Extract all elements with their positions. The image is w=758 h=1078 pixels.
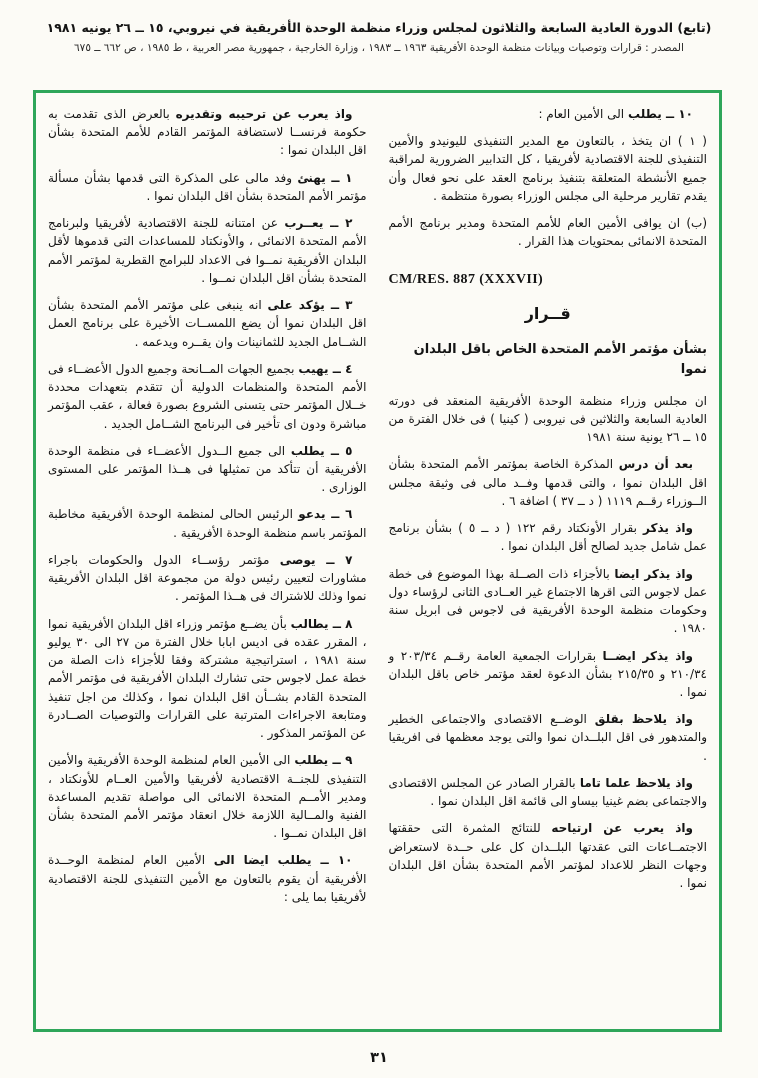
paragraph xyxy=(389,392,708,447)
paragraph-text: الى الأمين العام : xyxy=(538,107,625,121)
paragraph-lead: ١٠ ــ يطلب xyxy=(627,107,693,121)
paragraph-text: بالعرض الذى تقدمت به حكومة فرنســا لاستضافة المؤتمر القادم للأمم المتحدة بشأن اقل البلدان نموا : xyxy=(48,107,367,158)
paragraph xyxy=(389,647,708,702)
paragraph-lead: ٢ ــ يعــرب xyxy=(284,216,353,231)
paragraph xyxy=(48,169,367,205)
paragraph-text: مؤتمر رؤســاء الدول والحكومات باجراء مشاورات لتعيين رئيس دولة من مجموعة اقل البلدان الأفريقية نموا وذلك للاشتراك فى هــذا المؤتمر . xyxy=(48,552,367,604)
paragraph xyxy=(48,851,367,906)
paragraph-lead: ١٠ ــ يطلب ايضا الى xyxy=(213,853,353,868)
paragraph-text: الأمين العام لمنظمة الوحــدة الأفريقية أن يقوم بالتعاون مع الأمين التنفيذى للجنة الاقتصادية لأفريقيا بما يلى : xyxy=(48,853,367,904)
paragraph-lead: ١ ــ يهنئ xyxy=(297,170,353,185)
paragraph-lead: واذ يذكر ايضــا xyxy=(602,648,693,663)
paragraph-text: الرئيس الحالى لمنظمة الوحدة الأفريقية مخاطبة المؤتمر باسم منظمة الوحدة الأفريقية . xyxy=(48,507,367,540)
paragraph xyxy=(389,214,708,250)
paragraph-text: ان مجلس وزراء منظمة الوحدة الأفريقية المنعقد فى دورته العادية السابعة والثلاثين فى نيروبى ( كينيا ) فى خلال الفترة من ١٥ ــ ٢٦ يونية سنة ١٩٨١ xyxy=(388,393,707,445)
paragraph xyxy=(389,774,708,810)
paragraph-text: المذكرة الخاصة بمؤتمر الأمم المتحدة بشأن اقل البلدان نموا ، والتى قدمها وفــد مالى فى وثيقة مجلس الــوزراء رقــم ١١١٩ ( د ــ ٣٧ ) اضافة ٦ . xyxy=(388,457,707,508)
paragraph-lead: واذ يعرب عن ترحيبه وتقديره xyxy=(175,107,353,121)
paragraph-text: الوضــع الاقتصادى والاجتماعى الخطير والمتدهور فى اقل البلــدان نموا والتى يوجد معظمها فى افريقيا . xyxy=(388,712,707,763)
paragraph-text: بقرار الأونكتاد رقم ١٢٢ ( د ــ ٥ ) بشأن برنامج عمل شامل جديد لصالح أقل البلدان نموا . xyxy=(388,521,707,554)
green-border-content-box xyxy=(33,90,722,1032)
left-column xyxy=(48,105,367,1021)
resolution-title: قــرار xyxy=(524,303,571,323)
paragraph-text: ( ١ ) ان يتخذ ، بالتعاون مع المدير التنفيذى لليونيدو والأمين التنفيذى للجنة الاقتصادية لأفريقيا ، كل التدابير الضرورية لمراقبة جميع الأنشطة المتعلقة بتنفيذ برنامج العقد على نحو فعال وأن يقدم تقارير مرحلية الى مجلس الوزراء بصورة منتظمة . xyxy=(388,134,707,203)
paragraph-text: عن امتنانه للجنة الاقتصادية لأفريقيا ولبرنامج الأمم المتحدة الانمائى ، والأونكتاد للمساعدات التى قدموها لأقل البلدان الأفريقية نمــوا فى الاعداد للبرامج القطرية لمؤتمر الأمم المتحدة بشأن اقل البلدان نمــوا . xyxy=(48,216,367,285)
paragraph xyxy=(48,615,367,743)
paragraph-lead: واذ يلاحظ بقلق xyxy=(594,712,693,727)
paragraph-lead: واذ يذكر ايضا xyxy=(614,566,693,581)
paragraph xyxy=(389,710,708,765)
resolution-code: CM/RES. 887 (XXXVII) xyxy=(388,271,544,287)
paragraph xyxy=(48,105,367,160)
page-number: ٣١ xyxy=(370,1050,388,1066)
paragraph xyxy=(389,105,708,123)
paragraph xyxy=(389,519,708,555)
paragraph-text: للنتائج المثمرة التى حققتها الاجتمــاعات التى عقدتها البلــدان كل على حــدة لاستعراض وجهات النظر للاعداد لمؤتمر الأمم المتحدة بشأن اقل البلدان نموا . xyxy=(388,821,707,891)
paragraph-text: بقرارات الجمعية العامة رقــم ٢٠٣/٣٤ و ٢١٠/٣٤ و ٢١٥/٣٥ بشأن الدعوة لعقد مؤتمر خاص باقل البلدان نموا . xyxy=(388,648,707,699)
page-header xyxy=(0,0,758,54)
paragraph-text: الى الأمين العام لمنظمة الوحدة الأفريقية والأمين التنفيذى للجنــة الاقتصادية لأفريقيا والأمين العــام للأونكتاد ، ومدير الأمــم المتحدة الانمائى الى مواصلة تقديم المساعدة الفنية والمــالية اللازمة خلال انعقاد مؤتمر الأمم المتحدة بشأن اقل البلدان نمــوا . xyxy=(48,753,367,841)
paragraph-text: (ب) ان يوافى الأمين العام للأمم المتحدة ومدير برنامج الأمم المتحدة الانمائى بمحتويات هذا القرار . xyxy=(388,216,707,249)
paragraph xyxy=(48,296,367,351)
previous-resolution-continuation xyxy=(389,105,708,251)
paragraph-text: بجميع الجهات المــانحة وجميع الدول الأعضــاء فى الأمم المتحدة والمنظمات الدولية أن تتقدم بتعهدات محددة خــلال المؤتمر حتى يتسنى الشروع بصورة فعالة ، عقب المؤتمر مباشرة ودون اى تأخير فى البرنامج الشــامل الجديد . xyxy=(48,361,367,431)
resolution-operative-paragraphs xyxy=(48,105,367,906)
header-session-line: (تابع) الدورة العادية السابعة والثلاثون لمجلس وزراء منظمة الوحدة الأفريقية في نيروبي، ١٥ ــ ٢٦ يونيه ١٩٨١ xyxy=(46,20,712,35)
header-source-line: المصدر : قرارات وتوصيات وبيانات منظمة الوحدة الأفريقية ١٩٦٣ ــ ١٩٨٣ ، وزارة الخارجية ، جمهورية مصر العربية ، ط ١٩٨٥ ، ص ٦٦٢ ــ ٦٧٥ xyxy=(74,42,684,54)
paragraph-lead: ٦ ــ يدعو xyxy=(298,507,353,522)
paragraph-lead: ٨ ــ يطالب xyxy=(290,616,353,631)
paragraph xyxy=(48,551,367,606)
paragraph xyxy=(389,132,708,205)
paragraph-lead: ٥ ــ يطلب xyxy=(290,443,353,458)
paragraph-lead: واذ يذكر xyxy=(643,521,693,536)
paragraph-lead: بعد أن درس xyxy=(618,457,694,472)
paragraph-text: وفد مالى على المذكرة التى قدمها بشأن مسألة مؤتمر الأمم المتحدة بشأن اقل البلدان نموا . xyxy=(48,170,367,203)
paragraph xyxy=(48,751,367,842)
paragraph xyxy=(389,565,708,638)
resolution-preamble xyxy=(389,392,708,893)
paragraph xyxy=(389,819,708,892)
paragraph-lead: ٩ ــ يطلب xyxy=(294,753,353,768)
paragraph xyxy=(48,505,367,541)
right-column xyxy=(389,105,708,1021)
paragraph-text: انه ينبغى على مؤتمر الأمم المتحدة بشأن اقل البلدان نموا أن يضع اللمســات الأخيرة على برنامج العمل الشــامل الجديد للثمانينات وان يقــره ويدعمه . xyxy=(48,298,367,349)
paragraph-text: الى جميع الــدول الأعضــاء فى منظمة الوحدة الأفريقية أن تتأكد من تمثيلها فى هــذا المؤتمر على المستوى الوزارى . xyxy=(48,443,367,495)
paragraph-lead: واذ يعرب عن ارتياحه xyxy=(551,821,693,836)
resolution-subtitle: بشأن مؤتمر الأمم المتحدة الخاص باقل البلدان نموا xyxy=(413,342,707,377)
paragraph-text: بالقرار الصادر عن المجلس الاقتصادى والاجتماعى بضم غينيا بيساو الى قائمة اقل البلدان نموا . xyxy=(388,775,707,809)
two-column-layout xyxy=(48,105,707,1021)
paragraph-lead: ٤ ــ يهيب xyxy=(298,361,353,376)
paragraph-text: بأن يضــع مؤتمر وزراء اقل البلدان الأفريقية نموا ، المقرر عقده فى اديس ابابا خلال الفترة من ٢٧ الى ٣٠ يوليو سنة ١٩٨١ ، استراتيجية مشتركة وفقا للأجزاء ذات الصلة من خطة عمل لاجوس حتى تشارك البلدان الأفريقية فى مؤتمر الأمم المتحدة القادم بشــأن اقل البلدان نموا ، وكذلك من اجل تنفيذ ومتابعة الاجراءات المترتبة على القرارات والتوصيات الصــادرة عن المؤتمر المذكور . xyxy=(48,616,367,741)
paragraph-text: بالأجزاء ذات الصــلة بهذا الموضوع فى خطة عمل لاجوس التى اقرها الاجتماع غير العــادى الثانى لرؤساء دول وحكومات منظمة الوحدة الأفريقية فى لاجوس فى ابريل سنة ١٩٨٠ . xyxy=(388,566,707,636)
paragraph xyxy=(48,214,367,287)
paragraph xyxy=(48,442,367,497)
paragraph-lead: ٧ ــ يوصى xyxy=(279,552,353,567)
paragraph-lead: واذ يلاحظ علما تاما xyxy=(579,775,693,790)
paragraph xyxy=(48,360,367,433)
paragraph-lead: ٣ ــ يؤكد على xyxy=(267,298,353,313)
paragraph xyxy=(389,455,708,510)
